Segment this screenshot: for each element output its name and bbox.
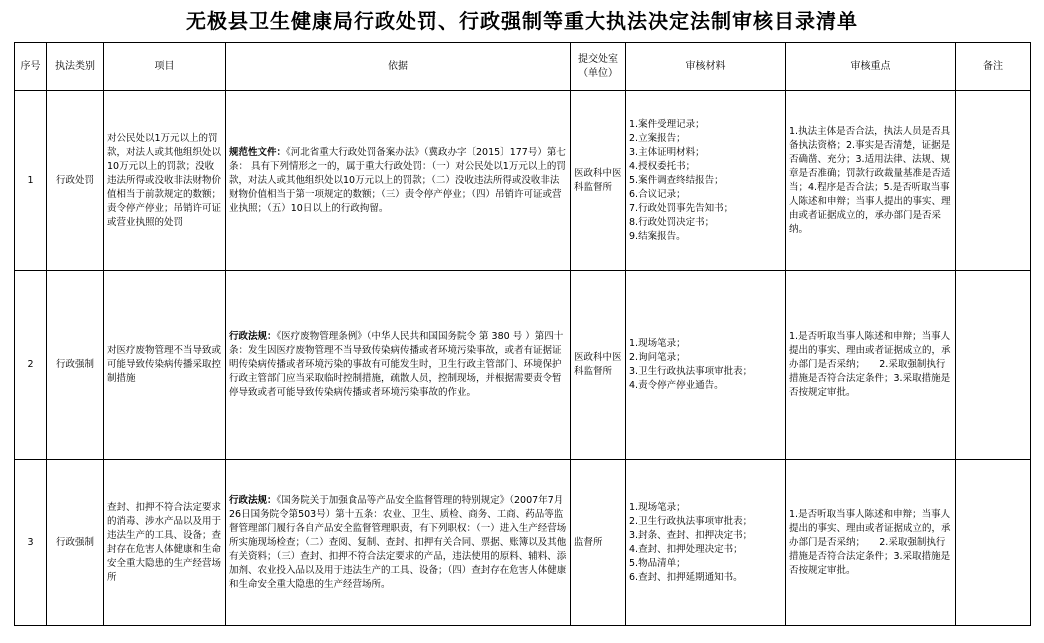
material-item: 4.授权委托书； bbox=[629, 160, 696, 172]
material-item: 8.行政处罚决定书； bbox=[629, 216, 715, 228]
header-item: 项目 bbox=[104, 43, 226, 91]
material-item: 2.卫生行政执法事项审批表； bbox=[629, 515, 753, 527]
cell-focus: 1.是否听取当事人陈述和申辩；当事人提出的事实、理由或者证据成立的，承办部门是否采纳； 2.采取强制执行措施是否符合法定条件；3.采取措施是否按规定审批。 bbox=[786, 271, 956, 460]
header-note: 备注 bbox=[956, 43, 1031, 91]
cell-dept: 监督所 bbox=[571, 460, 626, 626]
basis-text: 《河北省重大行政处罚备案办法》（冀政办字〔2015〕177号）第七条： 具有下列情形之一的，属于重大行政处罚：（一）对公民处以1万元以上的罚款，对法人或其他组织处以10万元以上的罚款；（二）没收违法所得或没收非法财物价值相当于第一项规定的数额；（三）责令停产停业；（四）吊销许可证或营业执照；（五）10日以上的行政拘留。 bbox=[229, 146, 566, 214]
cell-item: 对公民处以1万元以上的罚款，对法人或其他组织处以10万元以上的罚款；没收违法所得或没收非法财物价值相当于前款规定的数额；责令停产停业；吊销许可证或营业执照的处罚 bbox=[104, 91, 226, 271]
cell-item: 查封、扣押不符合法定要求的消毒、涉水产品以及用于违法生产的工具、设备；查封存在危害人体健康和生命安全重大隐患的生产经营场所 bbox=[104, 460, 226, 626]
cell-item: 对医疗废物管理不当导致或可能导致传染病传播采取控制措施 bbox=[104, 271, 226, 460]
cell-dept: 医政科中医科监督所 bbox=[571, 91, 626, 271]
cell-basis bbox=[226, 460, 571, 626]
table-row bbox=[15, 271, 1031, 460]
header-row bbox=[15, 43, 1031, 91]
cell-materials bbox=[626, 460, 786, 626]
header-focus: 审核重点 bbox=[786, 43, 956, 91]
material-item: 3.卫生行政执法事项审批表； bbox=[629, 366, 753, 377]
header-category: 执法类别 bbox=[47, 43, 104, 91]
page-title: 无极县卫生健康局行政处罚、行政强制等重大执法决定法制审核目录清单 bbox=[186, 9, 858, 33]
material-item: 2.询问笔录； bbox=[629, 352, 686, 363]
basis-text: 《医疗废物管理条例》（中华人民共和国国务院令 第 380 号 ）第四十条：发生因医疗废物管理不当导致传染病传播或者环境污染事故，或者有证据证明传染病传播或者环境污染的事故有可能发生时，卫生行政主管部门、环境保护行政主管部门应当采取临时控制措施，疏散人员，控制现场，并根据需要责令暂停导致或者可能导致传染病传播或者环境污染事故的作业。 bbox=[229, 331, 564, 398]
cell-focus: 1.是否听取当事人陈述和申辩；当事人提出的事实、理由或者证据成立的，承办部门是否采纳； 2.采取强制执行措施是否符合法定条件；3.采取措施是否按规定审批。 bbox=[786, 460, 956, 626]
cell-no: 2 bbox=[15, 271, 47, 460]
header-dept: 提交处室（单位） bbox=[571, 43, 626, 91]
basis-text: 《国务院关于加强食品等产品安全监督管理的特别规定》（2007年7月26日国务院令第503号）第十五条：农业、卫生、质检、商务、工商、药品等监督管理部门履行各自产品安全监督管理职责，有下列职权：（一）进入生产经营场所实施现场检查；（二）查阅、复制、查封、扣押有关合同、票据、账簿以及其他有关资料；（三）查封、扣押不符合法定要求的产品，违法使用的原料、辅料、添加剂、农业投入品以及用于违法生产的工具、设备；（四）查封存在危害人体健康和生命安全重大隐患的生产经营场所。 bbox=[229, 494, 567, 590]
cell-note bbox=[956, 460, 1031, 626]
cell-category: 行政强制 bbox=[47, 460, 104, 626]
material-item: 4.责令停产停业通告。 bbox=[629, 380, 724, 391]
cell-basis bbox=[226, 271, 571, 460]
material-item: 9.结案报告。 bbox=[629, 230, 686, 242]
cell-category: 行政处罚 bbox=[47, 91, 104, 271]
material-item: 3.封条、查封、扣押决定书； bbox=[629, 529, 753, 541]
header-materials: 审核材料 bbox=[626, 43, 786, 91]
material-item: 5.案件调查终结报告； bbox=[629, 174, 724, 186]
cell-materials bbox=[626, 271, 786, 460]
material-item: 1.案件受理记录； bbox=[629, 118, 705, 130]
material-item: 1.现场笔录； bbox=[629, 501, 686, 513]
basis-label: 行政法规： bbox=[229, 494, 277, 506]
material-item: 1.现场笔录； bbox=[629, 338, 686, 349]
material-item: 4.查封、扣押处理决定书； bbox=[629, 543, 743, 555]
material-item: 3.主体证明材料； bbox=[629, 146, 705, 158]
cell-no: 3 bbox=[15, 460, 47, 626]
cell-materials bbox=[626, 91, 786, 271]
cell-note bbox=[956, 91, 1031, 271]
material-item: 5.物品清单； bbox=[629, 557, 686, 569]
cell-note bbox=[956, 271, 1031, 460]
basis-label: 行政法规： bbox=[229, 331, 277, 342]
header-basis: 依据 bbox=[226, 43, 571, 91]
table-row bbox=[15, 91, 1031, 271]
table-row bbox=[15, 460, 1031, 626]
material-item: 7.行政处罚事先告知书； bbox=[629, 202, 734, 214]
cell-no: 1 bbox=[15, 91, 47, 271]
cell-basis bbox=[226, 91, 571, 271]
material-item: 6.合议记录； bbox=[629, 188, 686, 200]
cell-dept: 医政科中医科监督所 bbox=[571, 271, 626, 460]
material-item: 6.查封、扣押延期通知书。 bbox=[629, 571, 743, 583]
cell-category: 行政强制 bbox=[47, 271, 104, 460]
header-no: 序号 bbox=[15, 43, 47, 91]
basis-label: 规范性文件： bbox=[229, 146, 287, 158]
review-list-table bbox=[14, 42, 1031, 626]
cell-focus: 1.执法主体是否合法，执法人员是否具备执法资格；2.事实是否清楚，证据是否确凿、充分；3.适用法律、法规、规章是否准确；罚款行政裁量基准是否适当；4.程序是否合法；5.是否听取当事人陈述和申辩；当事人提出的事实、理由或者证据成立的，承办部门是否采纳。 bbox=[786, 91, 956, 271]
material-item: 2.立案报告； bbox=[629, 132, 686, 144]
